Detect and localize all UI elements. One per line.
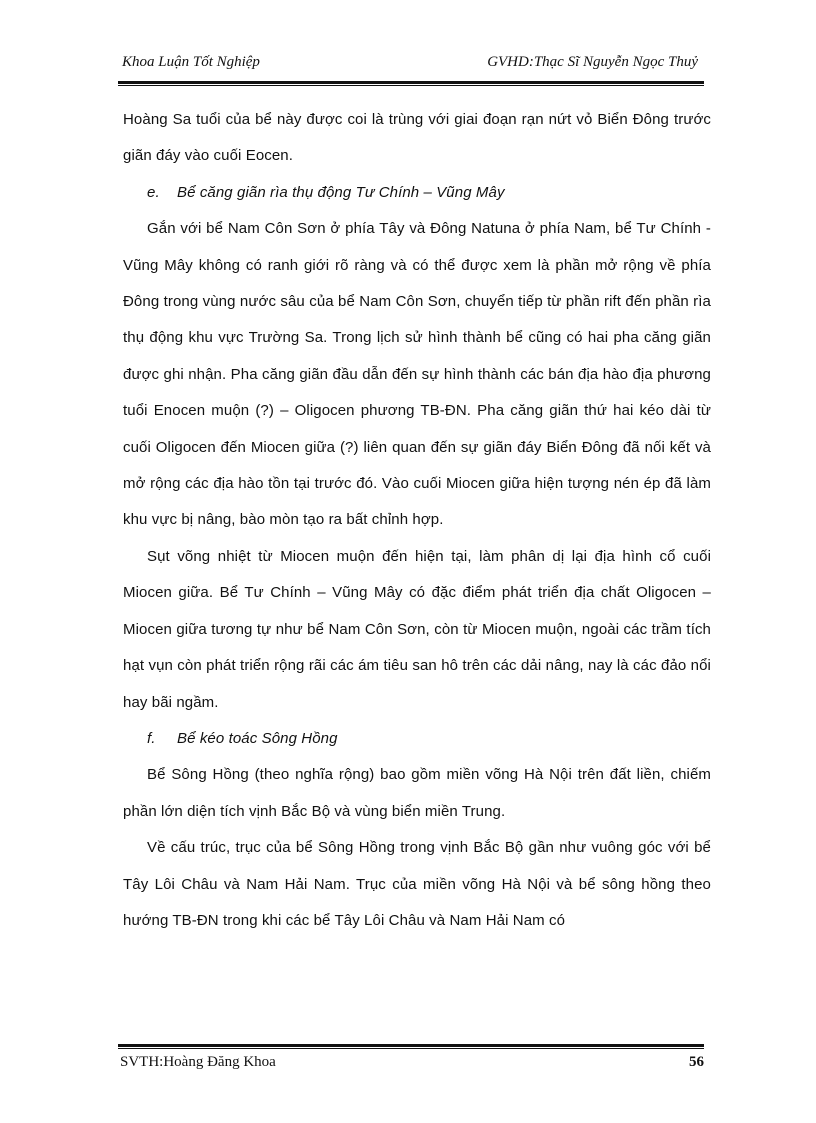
paragraph-continuation: Hoàng Sa tuổi của bể này được coi là trùng với giai đoạn rạn nứt vỏ Biển Đông trước giãn đáy vào cuối Eocen. (123, 111, 711, 165)
section-e-title: Bể căng giãn rìa thụ động Tư Chính – Vũng Mây (177, 183, 505, 201)
page-body (123, 102, 711, 939)
section-e-marker: e. (147, 183, 160, 201)
paragraph-tu-chinh-2: Sụt võng nhiệt từ Miocen muộn đến hiện tại, làm phân dị lại địa hình cổ cuối Miocen giữa. Bể Tư Chính – Vũng Mây có đặc điểm phát triển địa chất Oligocen – Miocen giữa tương tự như bể Nam Côn Sơn, còn từ Miocen muộn, ngoài các trầm tích hạt vụn còn phát triển rộng rãi các ám tiêu san hô trên các dải nâng, nay là các đảo nổi hay bãi ngầm. (123, 547, 711, 711)
page-number: 56 (689, 1054, 704, 1070)
paragraph-song-hong-1: Bể Sông Hồng (theo nghĩa rộng) bao gồm miền võng Hà Nội trên đất liền, chiếm phần lớn diện tích vịnh Bắc Bộ và vùng biển miền Trung. (123, 766, 711, 820)
page-footer (118, 1054, 704, 1076)
section-f-marker: f. (147, 729, 156, 747)
footer-student: SVTH:Hoàng Đăng Khoa (120, 1054, 276, 1070)
header-advisor: GVHD:Thạc Sĩ Nguyễn Ngọc Thuỷ (487, 54, 698, 70)
page-header (118, 54, 704, 76)
paragraph-tu-chinh-1: Gắn với bể Nam Côn Sơn ở phía Tây và Đông Natuna ở phía Nam, bể Tư Chính - Vũng Mây không có ranh giới rõ ràng và có thể được xem là phần mở rộng về phía Đông trong vùng nước sâu của bể Nam Côn Sơn, chuyển tiếp từ phần rift đến phần rìa thụ động khu vực Trường Sa. Trong lịch sử hình thành bể cũng có hai pha căng giãn được ghi nhận. Pha căng giãn đầu dẫn đến sự hình thành các bán địa hào địa phương tuổi Enocen muộn (?) – Oligocen phương TB-ĐN. Pha căng giãn thứ hai kéo dài từ cuối Oligocen đến Miocen giữa (?) liên quan đến sự giãn đáy Biển Đông đã nối kết và mở rộng các địa hào tồn tại trước đó. Vào cuối Miocen giữa hiện tượng nén ép đã làm khu vực bị nâng, bào mòn tạo ra bất chỉnh hợp. (123, 220, 711, 529)
header-thesis-title: Khoa Luận Tốt Nghiệp (122, 54, 260, 70)
header-rule (118, 81, 704, 86)
footer-rule (118, 1044, 704, 1049)
section-f-title: Bể kéo toác Sông Hồng (177, 729, 338, 747)
section-f-heading (123, 721, 711, 757)
paragraph-song-hong-2: Về cấu trúc, trục của bể Sông Hồng trong vịnh Bắc Bộ gần như vuông góc với bể Tây Lôi Châu và Nam Hải Nam. Trục của miền võng Hà Nội và bể sông hồng theo hướng TB-ĐN trong khi các bể Tây Lôi Châu và Nam Hải Nam có (123, 839, 711, 929)
section-e-heading (123, 175, 711, 211)
